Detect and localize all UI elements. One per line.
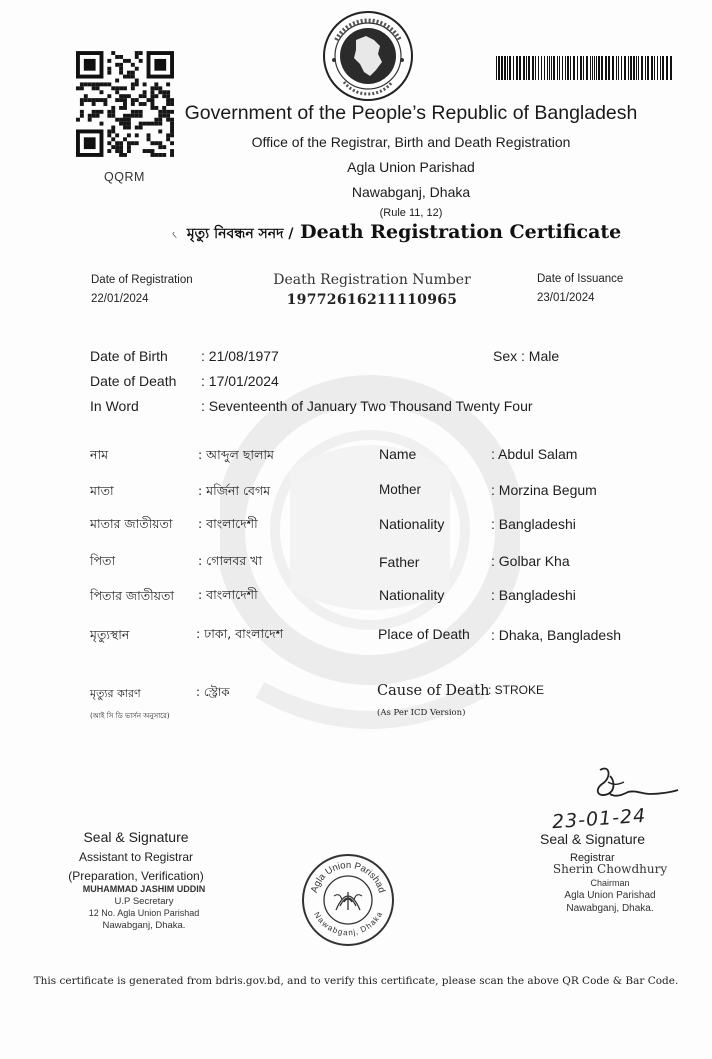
left-signature-block [62, 829, 210, 883]
date-of-registration-value: 22/01/2024 [91, 293, 149, 305]
dod-value: : 17/01/2024 [201, 373, 279, 389]
father-en-label: Father [379, 554, 420, 570]
dod-label: Date of Death [90, 373, 177, 389]
father-nationality-bn-label: পিতার জাতীয়তা [90, 588, 175, 603]
right-stamp-line-3: Agla Union Parishad [564, 890, 656, 901]
seal-bottom-text: Nawabganj, Dhaka [312, 910, 384, 938]
right-stamp-line-4: Nawabganj, Dhaka. [566, 903, 654, 914]
cause-bn-sub: (আই সি ডি ভার্সন অনুসারে) [90, 712, 170, 720]
left-stamp-line-1: MUHAMMAD JASHIM UDDIN [82, 884, 206, 894]
union-name: Agla Union Parishad [347, 159, 475, 175]
cause-bn-label: মৃত্যুর কারণ [90, 687, 141, 700]
government-title: Government of the People’s Republic of Bangladesh [184, 102, 638, 124]
father-nationality-en-label: Nationality [379, 587, 445, 603]
left-signature-sub: (Preparation, Verification) [68, 869, 204, 883]
title-english: Death Registration Certificate [300, 221, 622, 243]
father-nationality-bn-value: : বাংলাদেশী [198, 587, 258, 602]
right-signature-role: Registrar [570, 852, 615, 864]
registration-number-label: Death Registration Number [273, 272, 471, 288]
date-of-registration-label: Date of Registration [91, 274, 193, 286]
certificate-title [172, 221, 621, 246]
place-en-label: Place of Death [378, 626, 470, 642]
date-of-issuance-value: 23/01/2024 [537, 292, 595, 304]
place-en-value: : Dhaka, Bangladesh [491, 627, 621, 643]
father-en-value: : Golbar Kha [491, 553, 570, 569]
mother-nationality-en-label: Nationality [379, 516, 445, 532]
government-seal-icon [322, 10, 414, 102]
father-bn-value: : গোলবর খা [198, 553, 263, 568]
sex-value: Sex : Male [493, 348, 560, 364]
left-stamp-line-2: U.P Secretary [114, 896, 174, 907]
qr-label: QQRM [104, 170, 145, 184]
handwritten-date: 23-01-24 [551, 804, 647, 834]
watermark-emblem [220, 330, 520, 770]
seal-top-text: Agla Union Parishad [308, 859, 388, 895]
name-bn-label: নাম [90, 447, 109, 462]
place-bn-value: : ঢাকা, বাংলাদেশ [196, 626, 284, 641]
left-stamp-line-4: Nawabganj, Dhaka. [102, 920, 186, 931]
cause-en-sub: (As Per ICD Version) [377, 708, 466, 718]
mother-en-value: : Morzina Begum [491, 482, 597, 498]
registration-number-value: 19772616211110965 [286, 292, 458, 308]
cause-en-label: Cause of Death [377, 683, 490, 699]
rule-reference: (Rule 11, 12) [379, 207, 443, 219]
left-stamp-line-3: 12 No. Agla Union Parishad [88, 908, 200, 918]
mother-bn-label: মাতা [90, 483, 114, 498]
cause-bn-value: : স্ট্রোক [196, 685, 230, 699]
union-parishad-seal-icon [300, 852, 396, 948]
dob-label: Date of Birth [90, 348, 168, 364]
footer-note: This certificate is generated from bdris.gov.bd, and to verify this certificate, please scan the above QR Code & Bar Code. [33, 975, 679, 987]
cause-en-value: : STROKE [488, 683, 545, 697]
right-stamp-line-1: Sherin Chowdhury [552, 862, 668, 876]
place-bn-label: মৃত্যুস্থান [90, 627, 130, 642]
left-signature-title: Seal & Signature [83, 829, 189, 845]
right-stamp-line-2: Chairman [590, 878, 630, 888]
mother-nationality-bn-label: মাতার জাতীয়তা [90, 516, 173, 531]
name-en-label: Name [379, 446, 417, 462]
in-word-value: : Seventeenth of January Two Thousand Twenty Four [201, 398, 533, 414]
barcode[interactable] [496, 56, 674, 80]
in-word-label: In Word [90, 398, 139, 414]
father-bn-label: পিতা [90, 553, 116, 568]
mother-nationality-en-value: : Bangladeshi [491, 516, 576, 532]
mother-en-label: Mother [379, 482, 422, 497]
title-mark: ৻ [172, 230, 177, 241]
dob-value: : 21/08/1977 [201, 348, 279, 364]
father-nationality-en-value: : Bangladeshi [491, 587, 576, 603]
name-bn-value: : আব্দুল ছালাম [198, 447, 274, 462]
left-signature-role: Assistant to Registrar [78, 850, 194, 864]
right-signature-title: Seal & Signature [540, 831, 646, 847]
name-en-value: : Abdul Salam [491, 446, 578, 462]
mother-nationality-bn-value: : বাংলাদেশী [198, 516, 258, 531]
office-title: Office of the Registrar, Birth and Death Registration [251, 134, 571, 150]
title-bangla: মৃত্যু নিবন্ধন সনদ / [186, 226, 294, 242]
mother-bn-value: : মর্জিনা বেগম [198, 483, 271, 498]
district-name: Nawabganj, Dhaka [351, 184, 471, 200]
date-of-issuance-label: Date of Issuance [537, 273, 624, 285]
